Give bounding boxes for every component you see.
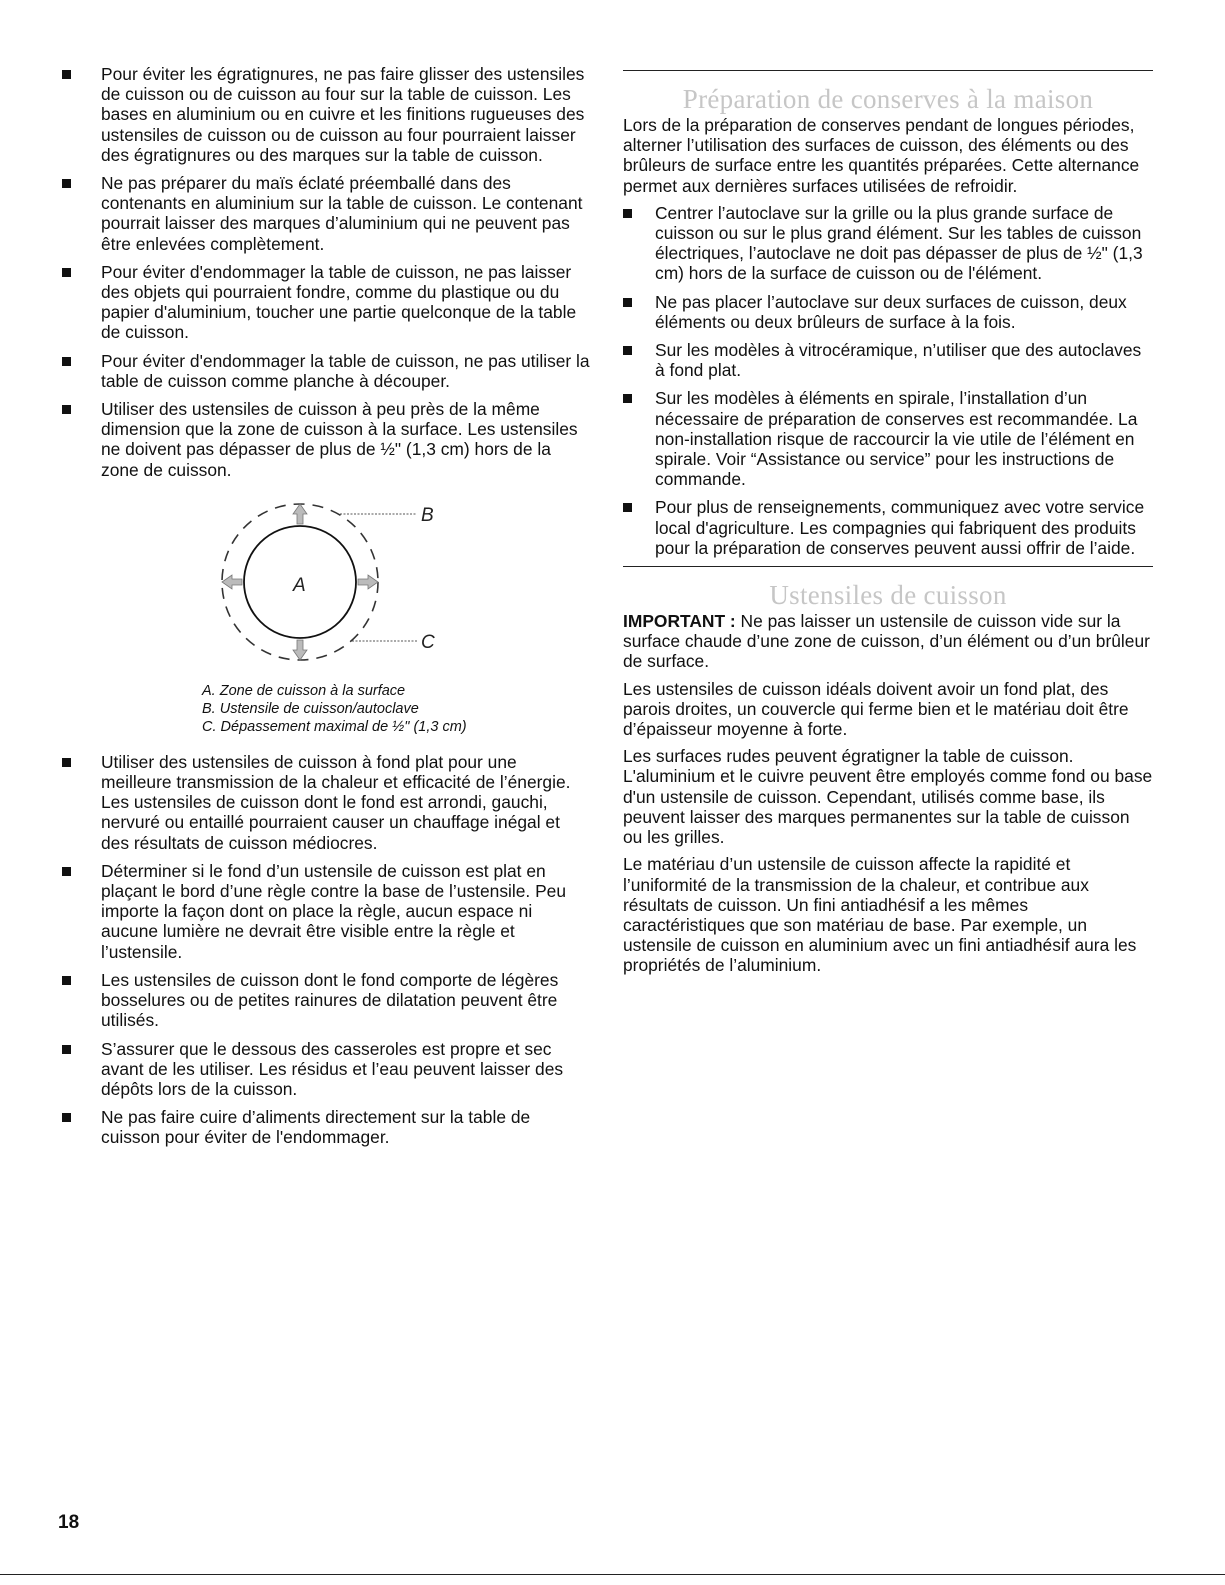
list-item: Sur les modèles à éléments en spirale, l’installation d’un nécessaire de préparation de conserves est recommandée. La non-installation risque de raccourcir la vie utile de l’élément en spirale. Voir “Assistance ou service” pour les instructions de commande. [623,388,1153,489]
section-title-canning: Préparation de conserves à la maison [682,84,1094,114]
important-text: Ne pas laisser un ustensile de cuisson vide sur la surface chaude d’une zone de cuisson, d’un élément ou d’un brûleur de surface. [623,611,1150,672]
list-item: Sur les modèles à vitrocéramique, n’utiliser que des autoclaves à fond plat. [623,340,1153,380]
arrow-left-icon [222,575,242,589]
list-item: Pour éviter d'endommager la table de cuisson, ne pas laisser des objets qui pourraient fondre, comme du plastique ou du papier d'aluminium, toucher une partie quelconque de la table de cuisson. [62,262,590,343]
section-divider [623,566,1153,567]
label-b: B [421,504,434,526]
important-label: IMPORTANT : [623,611,736,632]
bottom-rule [0,1574,1225,1575]
caption-b: B. Ustensile de cuisson/autoclave [202,700,419,717]
cookware-diagram [62,492,590,682]
canning-intro: Lors de la préparation de conserves pendant de longues périodes, alterner l’utilisation des surfaces de cuisson, des éléments ou des brûleurs de surface entre les quantités préparées. Cette alternance permet aux dernières surfaces utilisées de refroidir. [623,115,1140,196]
list-item: S’assurer que le dessous des casseroles est propre et sec avant de les utiliser. Les résidus et l’eau peuvent laisser des dépôts lors de la cuisson. [62,1039,590,1100]
caption-a: A. Zone de cuisson à la surface [202,682,406,699]
arrow-right-icon [358,575,378,589]
list-item: Ne pas préparer du maïs éclaté préemballé dans des contenants en aluminium sur la table de cuisson. Le contenant pourrait laisser des marques d’aluminium qui ne peuvent pas être enlevées complètement. [62,173,590,254]
caption-c: C. Dépassement maximal de ½" (1,3 cm) [202,718,467,735]
page-number: 18 [58,1512,80,1533]
list-item: Les ustensiles de cuisson dont le fond comporte de légères bosselures ou de petites rainures de dilatation peuvent être utilisés. [62,970,590,1031]
list-item: Pour éviter les égratignures, ne pas faire glisser des ustensiles de cuisson ou de cuisson au four sur la table de cuisson. Les bases en aluminium ou en cuivre et les finitions rugueuses des ustensiles de cuisson ou de cuisson au four pourraient laisser des égratignures ou des marques sur la table de cuisson. [62,64,590,165]
right-column [623,64,1153,983]
list-item: Utiliser des ustensiles de cuisson à fond plat pour une meilleure transmission de la chaleur et efficacité de l’énergie. Les ustensiles de cuisson dont le fond est arrondi, gauchi, nervuré ou entaillé pourraient causer un chauffage inégal et des résultats de cuisson médiocres. [62,752,590,853]
list-item: Ne pas faire cuire d’aliments directement sur la table de cuisson pour éviter de l'endommager. [62,1107,590,1147]
important-note [623,611,1153,672]
left-column [62,64,590,1156]
label-a: A [293,574,306,596]
cookware-paragraph: Les surfaces rudes peuvent égratigner la table de cuisson. L'aluminium et le cuivre peuvent être employés comme fond ou base d'un ustensile de cuisson. Cependant, utilisés comme base, ils peuvent laisser des marques permanentes sur la table de cuisson ou les grilles. [623,746,1153,848]
bullet-list-bottom [62,752,590,1148]
list-item: Pour éviter d'endommager la table de cuisson, ne pas utiliser la table de cuisson comme planche à découper. [62,351,590,391]
list-item: Utiliser des ustensiles de cuisson à peu près de la même dimension que la zone de cuisson à la surface. Les ustensiles ne doivent pas dépasser de plus de ½" (1,3 cm) hors de la zone de cuisson. [62,399,590,480]
cookware-paragraph: Les ustensiles de cuisson idéals doivent avoir un fond plat, des parois droites, un couvercle qui ferme bien et le matériau doit être d’épaisseur moyenne à forte. [623,678,1129,740]
cookware-paragraph: Le matériau d’un ustensile de cuisson affecte la rapidité et l’uniformité de la transmission de la chaleur, et contribue aux résultats de cuisson. Un fini antiadhésif a les mêmes caractéristiques que son matériau de base. Par exemple, un ustensile de cuisson en aluminium avec un fini antiadhésif aura les propriétés de l’aluminium. [623,854,1137,976]
section-divider [623,70,1153,71]
label-c: C [421,631,435,653]
canning-bullet-list [623,203,1153,558]
list-item: Centrer l’autoclave sur la grille ou la plus grande surface de cuisson ou sur le plus grand élément. Sur les tables de cuisson électriques, l’autoclave ne doit pas dépasser de plus de ½" (1,3 cm) hors de la surface de cuisson ou de l'élément. [623,203,1153,284]
cookware-diagram-svg [202,492,502,682]
list-item: Ne pas placer l’autoclave sur deux surfaces de cuisson, deux éléments ou deux brûleurs de surface à la fois. [623,292,1153,332]
diagram-captions [202,682,590,736]
bullet-list-top [62,64,590,480]
section-title-cookware: Ustensiles de cuisson [769,580,1007,611]
arrow-down-icon [293,640,307,660]
arrow-up-icon [293,504,307,524]
list-item: Pour plus de renseignements, communiquez avec votre service local d'agriculture. Les compagnies qui fabriquent des produits pour la préparation de conserves peuvent aussi offrir de l’aide. [623,497,1153,558]
list-item: Déterminer si le fond d’un ustensile de cuisson est plat en plaçant le bord d’une règle contre la base de l’ustensile. Peu importe la façon dont on place la règle, aucun espace ni aucune lumière ne devrait être visible entre la règle et l’ustensile. [62,861,590,962]
